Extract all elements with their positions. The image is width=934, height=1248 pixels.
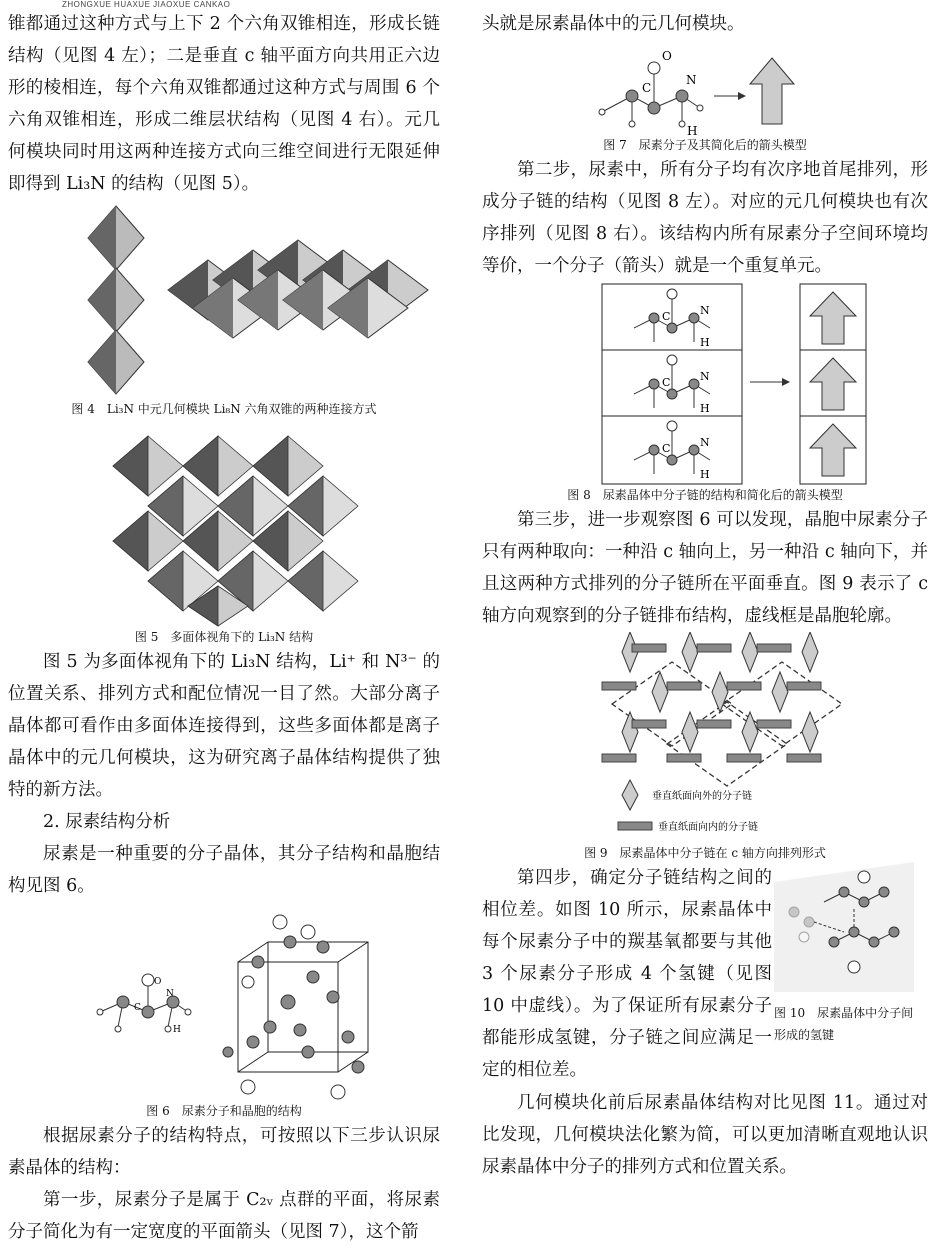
fig7-label-h: H [687,124,698,136]
figure-7 [482,40,928,136]
figure-6-caption: 图 6 尿素分子和晶胞的结构 [146,1104,302,1118]
fig7-label-o: O [662,49,672,63]
left-paragraph-5: 第一步，尿素分子是属于 C₂ᵥ 点群的平面，将尿素分子简化为有一定宽度的平面箭头（见图 7），这个箭 [8,1190,440,1242]
left-paragraph-3: 尿素是一种重要的分子晶体，其分子结构和晶胞结构见图 6。 [8,844,440,896]
fig8-label-h-2: H [700,402,710,415]
fig6-label-o: O [154,977,162,987]
fig8-label-c-1: C [662,310,671,323]
running-head: ZHONGXUE HUAXUE JIAOXUE CANKAO [62,0,231,9]
right-paragraph-3: 第三步，进一步观察图 6 可以发现，晶胞中尿素分子只有两种取向：一种沿 c 轴向上，另一种沿 c 轴向下，并且这两种方式排列的分子链所在平面垂直。图 9 表示了 c 轴方向观察到的分子链排布结构，虚线框是晶胞轮廓。 [482,510,928,626]
left-paragraph-1: 锥都通过这种方式与上下 2 个六角双锥相连，形成长链结构（见图 4 左）；二是垂直 c 轴平面方向共用正六边形的棱相连，每个六角双锥都通过这种方式与周围 6 个六角双锥相连，形成二维层状结构（见图 4 右）。元几何模块同时用这两种连接方式向三维空间进行无限延伸即得到 Li₃N 的结构（见图 5）。 [8,14,440,194]
right-paragraph-4: 第四步，确定分子链结构之间的相位差。如图 10 所示，尿素晶体中每个尿素分子中的羰基氧都要与其他 3 个尿素分子形成 4 个氢键（见图 10 中虚线）。为了保证所有尿素分子都能形成氢键，分子链之间应满足一定的相位差。 [482,868,772,1080]
fig7-arrow-right-icon [714,92,746,100]
section-heading: 2. 尿素结构分析 [43,812,171,832]
fig6-urea-molecule [97,974,191,1035]
fig7-arrow-model-icon [750,58,794,124]
fig9-chain-layout [602,632,842,786]
right-paragraph-1: 头就是尿素晶体中的元几何模块。 [482,14,745,34]
left-column [8,8,440,1248]
fig4-layer [168,240,428,338]
fig8-label-h-1: H [700,336,710,349]
left-paragraph-2: 图 5 为多面体视角下的 Li₃N 结构，Li⁺ 和 N³⁻ 的位置关系、排列方式和配位情况一目了然。大部分离子晶体都可看作由多面体连接得到，这些多面体都是离子晶体中的元几何模块，这为研究离子晶体结构提供了独特的新方法。 [8,652,440,800]
fig8-label-n-1: N [700,304,710,317]
fig8-arrow-chain [800,284,866,484]
fig8-label-c-3: C [662,442,671,455]
fig9-legend-out-label: 垂直纸面向外的分子链 [652,791,752,802]
figure-10-block [482,862,928,1087]
figure-9-caption: 图 9 尿素晶体中分子链在 c 轴方向排列形式 [584,846,826,860]
fig9-legend-in-label: 垂直纸面向内的分子链 [658,822,758,833]
right-paragraph-5: 几何模块化前后尿素晶体结构对比见图 11。通过对比发现，几何模块法化繁为简，可以更加清晰直观地认识尿素晶体中分子的排列方式和位置关系。 [482,1093,928,1177]
figure-6 [8,902,440,1102]
figure-9 [482,632,928,838]
figure-10 [774,862,924,992]
legend-in-icon [618,822,652,830]
left-paragraph-4: 根据尿素分子的结构特点，可按照以下三步认识尿素晶体的结构： [8,1126,440,1178]
fig8-molecule-chain [602,284,742,484]
right-paragraph-2: 第二步，尿素中，所有分子均有次序地首尾排列，形成分子链的结构（见图 8 左）。对应的元几何模块也有次序排列（见图 8 右）。该结构内所有尿素分子空间环境均等价，一个分子（箭头）就是一个重复单元。 [482,160,928,276]
figure-7-caption: 图 7 尿素分子及其简化后的箭头模型 [603,138,807,152]
figure-8 [482,282,928,486]
figure-4 [8,200,440,400]
fig9-legend-in [618,820,758,833]
fig6-label-h: H [173,1025,181,1035]
fig7-label-c: C [642,81,652,95]
fig8-label-h-3: H [700,468,710,481]
fig4-chain [88,206,144,394]
fig8-label-c-2: C [662,376,671,389]
figure-10-caption: 图 10 尿素晶体中分子间形成的氢键 [774,1006,914,1042]
figure-5-caption: 图 5 多面体视角下的 Li₃N 结构 [134,630,314,644]
fig8-arrow-right-icon [750,378,790,386]
figure-4-caption: 图 4 Li₃N 中元几何模块 Li₈N 六角双锥的两种连接方式 [71,402,377,416]
fig6-label-c: C [134,1003,141,1013]
fig8-label-n-2: N [700,370,710,383]
figure-5 [8,426,440,628]
fig6-label-n: N [166,989,174,999]
right-column [482,8,928,1183]
legend-out-icon [622,780,638,810]
fig7-label-n: N [686,73,697,87]
fig6-unit-cell-atoms [223,915,364,1099]
fig8-label-n-3: N [700,436,710,449]
figure-8-caption: 图 8 尿素晶体中分子链的结构和简化后的箭头模型 [567,488,843,502]
fig9-legend-out [622,780,752,810]
